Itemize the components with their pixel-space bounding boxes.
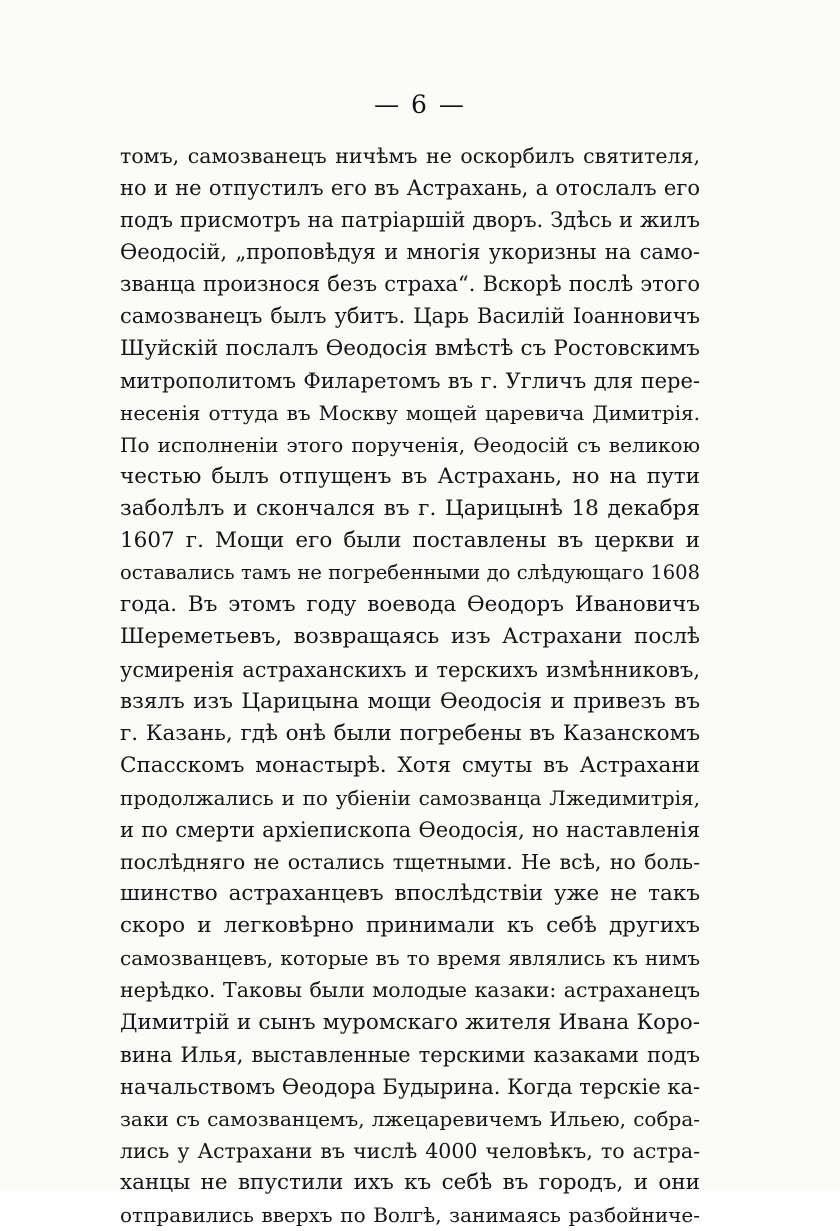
text-line: продолжались и по убіеніи самозванца Лжедимитрія, [120,785,700,810]
text-line: скоро и легковѣрно принимали къ себѣ другихъ [120,913,700,939]
text-line: послѣдняго не остались тщетными. Не всѣ, но боль- [120,850,700,875]
text-line: ханцы не впустили ихъ къ себѣ въ городъ, и они [120,1170,700,1195]
text-line: Ѳеодосій, „проповѣдуя и многія укоризны на само- [120,240,700,265]
text-line: званца произнося безъ страха“. Вскорѣ послѣ этого [120,272,700,297]
text-line: честью былъ отпущенъ въ Астрахань, но на пути [120,463,700,489]
text-line: По исполненіи этого порученія, Ѳеодосій съ великою [120,432,700,457]
text-line: и по смерти архіепископа Ѳеодосія, но наставленія [120,817,700,842]
text-line: вина Илья, выставленные терскими казаками подъ [120,1042,700,1067]
text-line: Шуйскій послалъ Ѳеодосія вмѣстѣ съ Ростовскимъ [120,335,700,361]
text-line: заки съ самозванцемъ, лжецаревичемъ Ильею, собра- [120,1106,700,1131]
text-line: лись у Астрахани въ числѣ 4000 человѣкъ, то астра- [120,1138,700,1163]
text-line: усмиренія астраханскихъ и терскихъ измѣнниковъ, [120,657,700,682]
text-line: нерѣдко. Таковы были молодые казаки: астраханецъ [120,978,700,1003]
text-line: отправились вверхъ по Волгѣ, занимаясь разбойниче- [120,1203,700,1228]
text-line: оставались тамъ не погребенными до слѣдующаго 1608 [120,561,700,585]
text-line: 1607 г. Мощи его были поставлены въ церкви и [120,528,700,554]
text-line: Спасскомъ монастырѣ. Хотя смуты въ Астрахани [120,752,700,778]
text-line: самозванцевъ, которые въ то время являлись къ нимъ [120,946,700,971]
text-line: Димитрій и сынъ муромскаго жителя Ивана Коро- [120,1009,700,1035]
text-line: томъ, самозванецъ ничѣмъ не оскорбилъ святителя, [120,144,700,168]
text-line: взялъ изъ Царицына мощи Ѳеодосія и привезъ въ [120,688,700,714]
text-line: митрополитомъ Филаретомъ въ г. Угличъ для пере- [120,368,700,393]
text-line: заболѣлъ и скончался въ г. Царицынѣ 18 декабря [120,496,700,522]
text-line: шинство астраханцевъ впослѣдствіи уже не такъ [120,881,700,907]
text-line: Шереметьевъ, возвращаясь изъ Астрахани послѣ [120,624,700,650]
text-line: начальствомъ Ѳеодора Будырина. Когда терскіе ка- [120,1074,701,1099]
text-line: года. Въ этомъ году воевода Ѳеодоръ Ивановичъ [120,592,700,618]
text-line: подъ присмотръ на патріаршій дворъ. Здѣсь и жилъ [120,208,700,233]
text-line: несенія оттуда въ Москву мощей царевича Димитрія. [120,400,700,425]
text-line: г. Казань, гдѣ онѣ были погребены въ Казанскомъ [120,720,700,746]
text-line: но и не отпустилъ его въ Астрахань, а отослалъ его [120,176,700,201]
page-number: — 6 — [374,90,466,119]
text-line: самозванецъ былъ убитъ. Царь Василій Іоанновичъ [120,304,700,329]
body-text [120,140,700,1231]
